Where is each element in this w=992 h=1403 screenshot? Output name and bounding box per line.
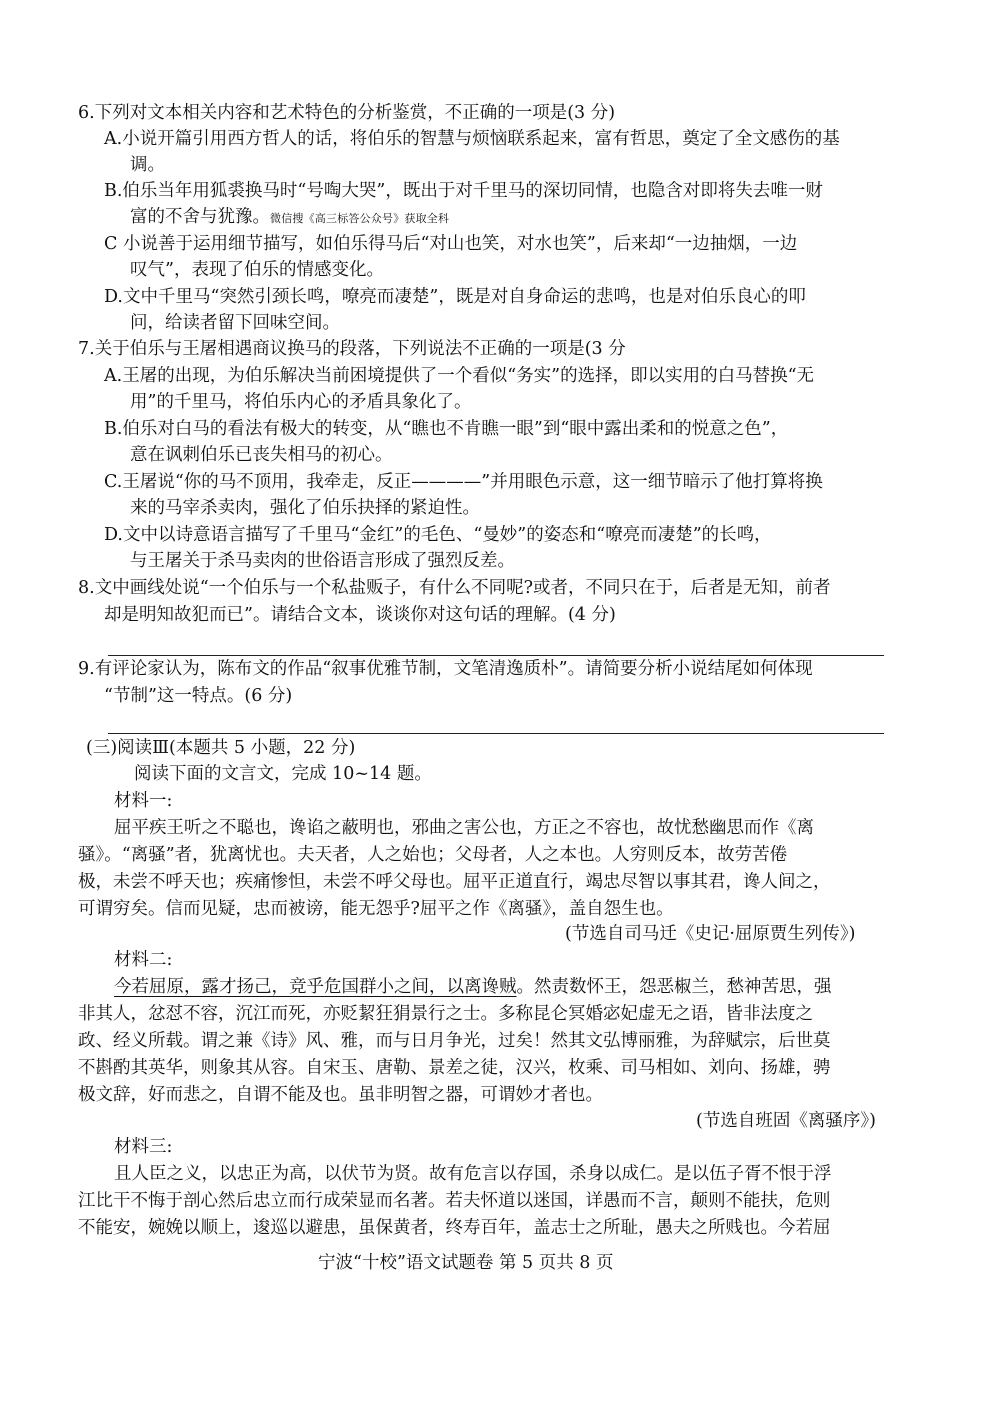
q7-option-d-line2: 与王屠关于杀马卖肉的世俗语言形成了强烈反差。 [130, 551, 515, 571]
q7-option-c-line2: 来的马宰杀卖肉，强化了伯乐抉择的紧迫性。 [130, 498, 480, 518]
material2-line-last [78, 1087, 603, 1105]
q7-stem: 7.关于伯乐与王屠相遇商议换马的段落，下列说法不正确的一项是(3 分 [78, 339, 626, 359]
material2-source: (节选自班固《离骚序》) [696, 1111, 876, 1131]
q7-option-a-line1: A.王屠的出现，为伯乐解决当前困境提供了一个看似“务实”的选择，即以实用的白马替换“无 [104, 366, 815, 386]
material2-last-c: ，可谓妙才者也。 [463, 1085, 603, 1105]
material2-label: 材料二: [114, 950, 173, 970]
material1-line: 屈平疾王听之不聪也，谗谄之蔽明也，邪曲之害公也，方正之不容也，故忧愁幽思而作《离 [114, 818, 814, 838]
q8-answer-line[interactable] [108, 655, 884, 656]
material1-label: 材料一: [114, 791, 173, 811]
material2-last-a: 极文辞，好而悲之，自谓不能及也。虽非 [78, 1085, 393, 1105]
q6-option-c-line2: 叹气”，表现了伯乐的情感变化。 [130, 260, 384, 280]
q6-option-b-line1: B.伯乐当年用狐裘换马时“号啕大哭”，既出于对千里马的深切同情，也隐含对即将失去唯一财 [104, 181, 823, 201]
section3-heading: (三)阅读Ⅲ(本题共 5 小题，22 分) [86, 738, 356, 758]
page-footer: 宁波“十校”语文试题卷 第 5 页共 8 页 [318, 1253, 614, 1273]
q6-option-b-text: 富的不舍与犹豫。 [130, 207, 270, 227]
material2-last-b: 明智之器 [393, 1085, 463, 1105]
watermark-note: 微信搜《高三标答公众号》获取全科 [270, 212, 450, 225]
material2-line1-rest: 。然责数怀王，怨恶椒兰，愁神苦思，强 [516, 977, 832, 997]
q7-option-d-line1: D.文中以诗意语言描写了千里马“金红”的毛色、“曼妙”的姿态和“嘹亮而凄楚”的长鸣， [104, 525, 772, 545]
material3-line: 不能安，婉娩以顺上，逡巡以避患，虽保黄者，终寿百年，盖志士之所耻，愚夫之所贱也。今若屈 [78, 1218, 831, 1238]
material3-line: 且人臣之义，以忠正为高，以伏节为贤。故有危言以存国，杀身以成仁。是以伍子胥不恨于浮 [114, 1164, 832, 1184]
q8-line2: 却是明知故犯而已”。请结合文本，谈谈你对这句话的理解。(4 分) [104, 605, 616, 625]
q7-option-c-line1: C.王屠说“你的马不顶用，我牵走，反正————”并用眼色示意，这一细节暗示了他打算将换 [104, 472, 823, 492]
q6-option-c-line1: C 小说善于运用细节描写，如伯乐得马后“对山也笑，对水也笑”，后来却“一边抽烟，一边 [104, 234, 798, 254]
q6-option-d-line1: D.文中千里马“突然引颈长鸣，嘹亮而凄楚”，既是对自身命运的悲鸣，也是对伯乐良心的叩 [104, 287, 806, 307]
q6-option-a-line2: 调。 [130, 155, 165, 175]
q6-stem: 6.下列对文本相关内容和艺术特色的分析鉴赏，不正确的一项是(3 分) [78, 103, 616, 123]
material3-line: 江比干不悔于剖心然后忠立而行成荣显而名著。若夫怀道以迷国，详愚而不言，颠则不能扶，危则 [78, 1191, 831, 1211]
material1-line: 骚》。“离骚”者，犹离忧也。夫天者，人之始也；父母者，人之本也。人穷则反本，故劳苦倦 [78, 845, 788, 865]
material1-line: 可谓穷矣。信而见疑，忠而被谤，能无怨乎?屈平之作《离骚》，盖自怨生也。 [78, 899, 674, 919]
material3-label: 材料三: [114, 1137, 173, 1157]
q6-option-b-line2 [130, 209, 449, 227]
material2-line: 政、经义所载。谓之兼《诗》风、雅，而与日月争光，过矣！然其文弘博丽雅，为辞赋宗，后世莫 [78, 1031, 831, 1051]
q7-option-b-line2: 意在讽刺伯乐已丧失相马的初心。 [130, 445, 393, 465]
material2-line: 非其人，忿怼不容，沉江而死，亦贬絜狂狷景行之士。多称昆仑冥婚宓妃虚无之语，皆非法度之 [78, 1004, 813, 1024]
q6-option-d-line2: 问，给读者留下回味空间。 [130, 313, 340, 333]
q9-line1: 9.有评论家认为，陈布文的作品“叙事优雅节制，文笔清逸质朴”。请简要分析小说结尾如何体现 [78, 659, 813, 679]
material1-line: 极，未尝不呼天也；疾痛惨怛，未尝不呼父母也。屈平正道直行，竭忠尽智以事其君，谗人间之， [78, 872, 831, 892]
q7-option-b-line1: B.伯乐对白马的看法有极大的转变，从“瞧也不肯瞧一眼”到“眼中露出柔和的悦意之色”， [104, 419, 789, 439]
q6-option-a-line1: A.小说开篇引用西方哲人的话，将伯乐的智慧与烦恼联系起来，富有哲思，奠定了全文感伤的基 [104, 129, 840, 149]
q8-line1: 8.文中画线处说“一个伯乐与一个私盐贩子，有什么不同呢?或者，不同只在于，后者是无知，前者 [78, 578, 831, 598]
material2-line1 [114, 979, 832, 997]
material1-source: (节选自司马迁《史记·屈原贾生列传》) [565, 924, 856, 944]
material2-line: 不斟酌其英华，则象其从容。自宋玉、唐勒、景差之徒，汉兴，枚乘、司马相如、刘向、扬雄，骋 [78, 1058, 831, 1078]
underlined-passage: 今若屈原，露才扬己，竞乎危国群小之间，以离谗贼 [114, 977, 517, 997]
q9-line2: “节制”这一特点。(6 分) [104, 686, 293, 706]
q9-answer-line[interactable] [108, 733, 884, 734]
section3-instruction: 阅读下面的文言文，完成 10~14 题。 [134, 764, 432, 784]
q7-option-a-line2: 用”的千里马，将伯乐内心的矛盾具象化了。 [130, 392, 472, 412]
